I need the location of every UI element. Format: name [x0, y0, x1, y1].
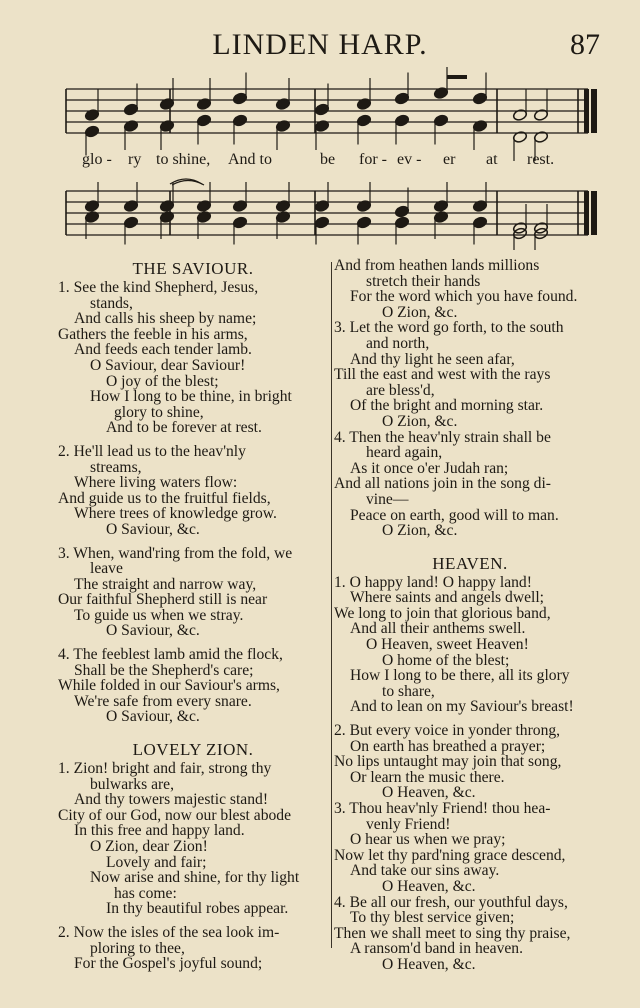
note-head — [196, 114, 211, 127]
verse-line: We long to join that glorious band, — [334, 604, 551, 622]
note-head — [394, 114, 409, 127]
verse-line: O Heaven, &c. — [382, 877, 476, 895]
verse-line: O Zion, &c. — [382, 522, 458, 540]
verse-line: Gathers the feeble in his arms, — [58, 325, 248, 343]
verse-line: No lips untaught may join that song, — [334, 753, 562, 771]
final-bar-thick — [584, 191, 589, 235]
verse-line: 1. See the kind Shepherd, Jesus, — [58, 279, 259, 296]
verse-line: O Zion, &c. — [382, 303, 458, 321]
verse-line: 2. But every voice in yonder throng, — [334, 722, 561, 740]
verse-line: Where living waters flow: — [74, 474, 238, 492]
note-head — [232, 92, 247, 105]
verse-line: As it once o'er Judah ran; — [350, 459, 509, 477]
verse-line: The straight and narrow way, — [74, 575, 257, 593]
verse-line: Of the bright and morning star. — [350, 397, 544, 415]
verse-line: Lovely and fair; — [106, 853, 207, 871]
page-number: 87 — [570, 28, 600, 61]
verse-line: To guide us when we stray. — [74, 606, 244, 624]
verse-line: Where trees of knowledge grow. — [74, 505, 277, 523]
verse-line: O hear us when we pray; — [350, 831, 506, 849]
verse-line: While folded in our Saviour's arms, — [58, 677, 280, 695]
verse-line: Our faithful Shepherd still is near — [58, 591, 268, 609]
final-bar-thick — [584, 89, 589, 133]
note-head — [232, 216, 247, 229]
verse-line: 1. O happy land! O happy land! — [334, 573, 532, 591]
verse-line: and north, — [366, 334, 430, 352]
right-column — [334, 258, 606, 973]
verse-line: stretch their hands — [366, 272, 481, 290]
note-head — [123, 103, 138, 116]
verse-line: O Saviour, &c. — [106, 708, 200, 726]
lyric-syllable: for - — [359, 151, 387, 168]
lyric-syllable: glo - — [82, 151, 112, 168]
verse-line: Peace on earth, good will to man. — [350, 506, 559, 524]
verse-line: O Zion, dear Zion! — [90, 838, 208, 855]
final-bar-thick — [591, 89, 597, 133]
verse-line: O Saviour, dear Saviour! — [90, 356, 246, 374]
note-head — [394, 205, 409, 218]
note-head — [356, 114, 371, 127]
note-head — [84, 125, 99, 138]
verse-line: For the Gospel's joyful sound; — [74, 955, 263, 973]
lyric-syllable: rest. — [527, 151, 555, 168]
note-head — [472, 216, 487, 229]
verse-line: To thy blest service given; — [350, 909, 515, 927]
verse-line: How I long to be there, all its glory — [350, 667, 570, 685]
verse-line: are bless'd, — [366, 381, 435, 399]
verse-line: O home of the blest; — [382, 651, 510, 669]
note-head — [394, 216, 409, 229]
verse-line: And feeds each tender lamb. — [74, 341, 252, 359]
verse-line: has come: — [114, 884, 177, 902]
verse-line: We're safe from every snare. — [74, 692, 252, 710]
verse-line: Where saints and angels dwell; — [350, 589, 544, 607]
verse-line: leave — [90, 560, 123, 578]
lyric-syllable: to shine, — [156, 151, 211, 168]
note-head — [356, 216, 371, 229]
verse-line: City of our God, now our blest abode — [58, 806, 292, 824]
verse-line: O Heaven, &c. — [382, 784, 476, 802]
verse-line: 3. Let the word go forth, to the south — [334, 319, 564, 337]
verse-line: And thy towers majestic stand! — [74, 791, 269, 809]
verse-line: 1. Zion! bright and fair, strong thy — [58, 760, 272, 778]
verse-line: And from heathen lands millions — [334, 257, 540, 274]
verse-line: O Heaven, &c. — [382, 955, 476, 973]
note-beam — [447, 75, 467, 79]
lyric-syllable: ev - — [397, 151, 422, 168]
note-head — [433, 114, 448, 127]
verse-line: And to be forever at rest. — [106, 419, 262, 437]
bass-staff — [66, 191, 597, 235]
verse-line: Now let thy pard'ning grace descend, — [334, 846, 566, 864]
verse-line: And calls his sheep by name; — [74, 310, 257, 328]
verse-line: glory to shine, — [114, 403, 204, 421]
verse-line: 4. Then the heav'nly strain shall be — [334, 428, 551, 446]
verse-line: And to lean on my Saviour's breast! — [350, 698, 574, 716]
lyric-syllable: ry — [128, 151, 142, 168]
music-lyrics — [70, 151, 590, 173]
verse-line: 4. Be all our fresh, our youthful days, — [334, 893, 568, 911]
verse-line: And guide us to the fruitful fields, — [58, 489, 271, 507]
verse-line: O joy of the blest; — [106, 372, 219, 390]
verse-line: How I long to be thine, in bright — [90, 388, 292, 406]
running-title: LINDEN HARP. — [212, 28, 428, 61]
note-head — [314, 216, 329, 229]
verse-line: O Heaven, sweet Heaven! — [366, 636, 529, 654]
music-notation — [0, 0, 640, 250]
hymn-gap — [58, 725, 328, 739]
verse-line: O Zion, &c. — [382, 412, 458, 430]
verse-line: 2. Now the isles of the sea look im- — [58, 923, 280, 941]
verse-line: Or learn the music there. — [350, 768, 505, 786]
verse-line: And take our sins away. — [350, 862, 500, 880]
hymn-title: HEAVEN. — [432, 553, 508, 573]
verse-line: And all their anthems swell. — [350, 620, 526, 638]
left-column — [58, 258, 328, 972]
verse-line: Now arise and shine, for thy light — [90, 869, 300, 887]
verse-line: 3. Thou heav'nly Friend! thou hea- — [334, 800, 551, 817]
final-bar-thick — [591, 191, 597, 235]
lyric-syllable: er — [443, 151, 456, 168]
note-head — [472, 92, 487, 105]
verse-line: Till the east and west with the rays — [334, 366, 551, 384]
column-divider — [331, 262, 332, 948]
verse-line: In thy beautiful robes appear. — [106, 900, 289, 918]
verse-line: venly Friend! — [366, 815, 451, 833]
hymn-title: THE SAVIOUR. — [132, 259, 254, 278]
verse-line: O Saviour, &c. — [106, 520, 200, 538]
verse-line: In this free and happy land. — [74, 822, 245, 840]
verse-line: bulwarks are, — [90, 775, 174, 793]
verse-line: Shall be the Shepherd's care; — [74, 661, 254, 679]
note-head — [232, 114, 247, 127]
verse-line: 3. When, wand'ring from the fold, we — [58, 544, 293, 562]
note-head — [314, 103, 329, 116]
note-head — [394, 92, 409, 105]
verse-line: And thy light he seen afar, — [350, 350, 515, 368]
verse-line: A ransom'd band in heaven. — [350, 940, 524, 958]
verse-line: streams, — [90, 458, 142, 476]
hymn-gap — [334, 539, 606, 553]
verse-line: heard again, — [366, 444, 443, 462]
lyric-syllable: at — [486, 151, 498, 168]
verse-line: O Saviour, &c. — [106, 622, 200, 640]
note-head — [123, 216, 138, 229]
verse-line: On earth has breathed a prayer; — [350, 737, 546, 755]
verse-line: And all nations join in the song di- — [334, 475, 551, 493]
verse-line: ploring to thee, — [90, 939, 185, 957]
verse-line: 4. The feeblest lamb amid the flock, — [58, 646, 283, 664]
verse-line: stands, — [90, 294, 133, 312]
verse-line: to share, — [382, 682, 435, 700]
lyric-syllable: be — [320, 151, 336, 168]
verse-line: 2. He'll lead us to the heav'nly — [58, 442, 246, 460]
lyric-syllable: And to — [228, 151, 272, 168]
verse-line: Then we shall meet to sing thy praise, — [334, 924, 571, 942]
verse-line: vine— — [366, 490, 409, 508]
hymn-title: LOVELY ZION. — [132, 740, 254, 760]
verse-line: For the word which you have found. — [350, 288, 578, 306]
